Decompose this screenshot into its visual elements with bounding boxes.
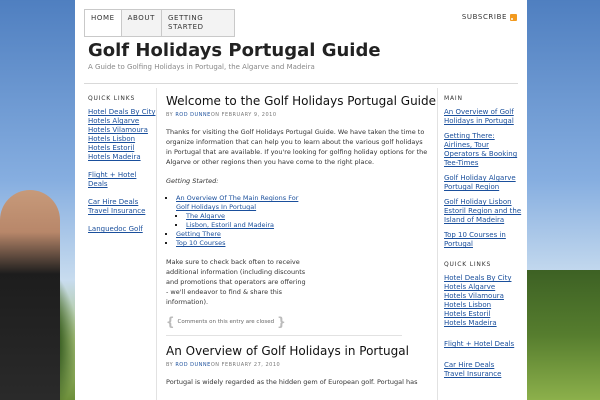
link-hotels-estoril[interactable]: Hotels Estoril <box>88 144 135 152</box>
column-divider-left <box>156 88 157 400</box>
golfer-silhouette <box>0 190 60 400</box>
right-sidebar-quick-heading: QUICK LINKS <box>444 261 492 268</box>
toc-list <box>166 194 428 248</box>
post-author[interactable]: ROD DUNNE <box>175 362 211 368</box>
link-hotels-madeira[interactable]: Hotels Madeira <box>444 319 497 327</box>
link-getting-there[interactable]: Getting There: Airlines, Tour Operators & Booking Tee-Times <box>444 132 518 167</box>
post-divider <box>166 335 402 336</box>
link-hotels-algarve[interactable]: Hotels Algarve <box>88 117 140 125</box>
brace-open-icon: { <box>166 315 175 329</box>
link-hotel-deals-by-city[interactable]: Hotel Deals By City <box>88 108 156 116</box>
subscribe-link[interactable] <box>462 13 517 21</box>
subscribe-label: SUBSCRIBE <box>461 13 507 21</box>
link-hotels-algarve[interactable]: Hotels Algarve <box>444 283 496 291</box>
post-byline: BY ROD DUNNEON FEBRUARY 27, 2010 <box>166 362 281 368</box>
comments-text: Comments on this entry are closed <box>177 319 275 325</box>
toc-link-algarve[interactable]: The Algarve <box>186 212 226 220</box>
post-title[interactable]: Welcome to the Golf Holidays Portugal Guide <box>166 94 437 108</box>
list-item <box>176 239 428 248</box>
link-hotels-madeira[interactable]: Hotels Madeira <box>88 153 141 161</box>
page-container <box>75 0 527 400</box>
post-date: FEBRUARY 27, 2010 <box>221 362 281 368</box>
link-hotel-deals-by-city[interactable]: Hotel Deals By City <box>444 274 512 282</box>
link-top-10-courses[interactable]: Top 10 Courses in Portugal <box>444 231 506 248</box>
post-outro: Make sure to check back often to receive additional information (including discounts and promotions that operators are offering - we'll endeavor to find & share this information). <box>166 258 306 306</box>
spacer <box>88 189 156 198</box>
toc-link-top-10[interactable]: Top 10 Courses <box>176 239 226 247</box>
post-date-prefix: ON <box>210 112 220 118</box>
trees-right <box>525 270 600 400</box>
spacer <box>444 249 522 261</box>
right-sidebar <box>444 95 522 379</box>
link-hotels-vilamoura[interactable]: Hotels Vilamoura <box>444 292 504 300</box>
link-hotels-estoril[interactable]: Hotels Estoril <box>444 310 491 318</box>
toc-link-overview[interactable]: An Overview Of The Main Regions For Golf Holidays In Portugal <box>176 194 299 211</box>
link-car-hire-deals[interactable]: Car Hire Deals <box>88 198 139 206</box>
header-divider <box>84 83 518 84</box>
toc-link-lisbon[interactable]: Lisbon, Estoril and Madeira <box>186 221 275 229</box>
link-travel-insurance[interactable]: Travel Insurance <box>88 207 146 215</box>
getting-started-label: Getting Started: <box>166 177 219 185</box>
rss-icon <box>510 14 517 21</box>
column-divider-right <box>437 88 438 400</box>
left-sidebar-heading: QUICK LINKS <box>88 95 136 102</box>
toc-link-getting-there[interactable]: Getting There <box>176 230 221 238</box>
post-title[interactable]: An Overview of Golf Holidays in Portugal <box>166 344 409 358</box>
nav-getting-started[interactable]: GETTING STARTED <box>168 14 204 31</box>
post-intro: Thanks for visiting the Golf Holidays Portugal Guide. We have taken the time to organize information that can help you to learn about the various golf holidays in Portugal that are available. If you're looking for golfing holiday options for the Algarve or other regions then you have come to the right place. <box>166 128 428 166</box>
brace-close-icon: } <box>277 315 286 329</box>
link-algarve-region[interactable]: Golf Holiday Algarve Portugal Region <box>444 174 516 191</box>
post-intro: Portugal is widely regarded as the hidden gem of European golf. Portugal has <box>166 378 418 386</box>
link-hotels-vilamoura[interactable]: Hotels Vilamoura <box>88 126 148 134</box>
top-nav <box>84 9 235 37</box>
main-content <box>166 94 437 387</box>
spacer <box>444 349 522 361</box>
post-date: FEBRUARY 9, 2010 <box>221 112 277 118</box>
left-sidebar <box>88 95 156 234</box>
nav-home[interactable]: HOME <box>85 10 122 36</box>
link-hotels-lisbon[interactable]: Hotels Lisbon <box>88 135 136 143</box>
link-flight-hotel-deals[interactable]: Flight + Hotel Deals <box>444 340 515 348</box>
spacer <box>88 162 156 171</box>
spacer <box>444 328 522 340</box>
post-date-prefix: ON <box>210 362 220 368</box>
site-description: A Guide to Golfing Holidays in Portugal, the Algarve and Madeira <box>88 63 315 71</box>
link-car-hire-deals[interactable]: Car Hire Deals <box>444 361 495 369</box>
link-travel-insurance[interactable]: Travel Insurance <box>444 370 502 378</box>
right-sidebar-main-heading: MAIN <box>444 95 463 102</box>
link-overview[interactable]: An Overview of Golf Holidays in Portugal <box>444 108 514 125</box>
link-flight-hotel-deals[interactable]: Flight + Hotel Deals <box>88 171 137 188</box>
list-item <box>176 230 428 239</box>
spacer <box>88 216 156 225</box>
comments-note <box>166 315 428 329</box>
list-item <box>186 221 306 230</box>
list-item <box>186 212 306 221</box>
post-author[interactable]: ROD DUNNE <box>175 112 211 118</box>
toc-sublist <box>176 212 306 230</box>
nav-about[interactable]: ABOUT <box>122 10 162 36</box>
list-item <box>176 194 306 230</box>
link-languedoc-golf[interactable]: Languedoc Golf <box>88 225 143 233</box>
post-byline: BY ROD DUNNEON FEBRUARY 9, 2010 <box>166 112 277 118</box>
site-title[interactable]: Golf Holidays Portugal Guide <box>88 40 381 61</box>
link-lisbon-region[interactable]: Golf Holiday Lisbon Estoril Region and the Island of Madeira <box>444 198 522 224</box>
link-hotels-lisbon[interactable]: Hotels Lisbon <box>444 301 492 309</box>
